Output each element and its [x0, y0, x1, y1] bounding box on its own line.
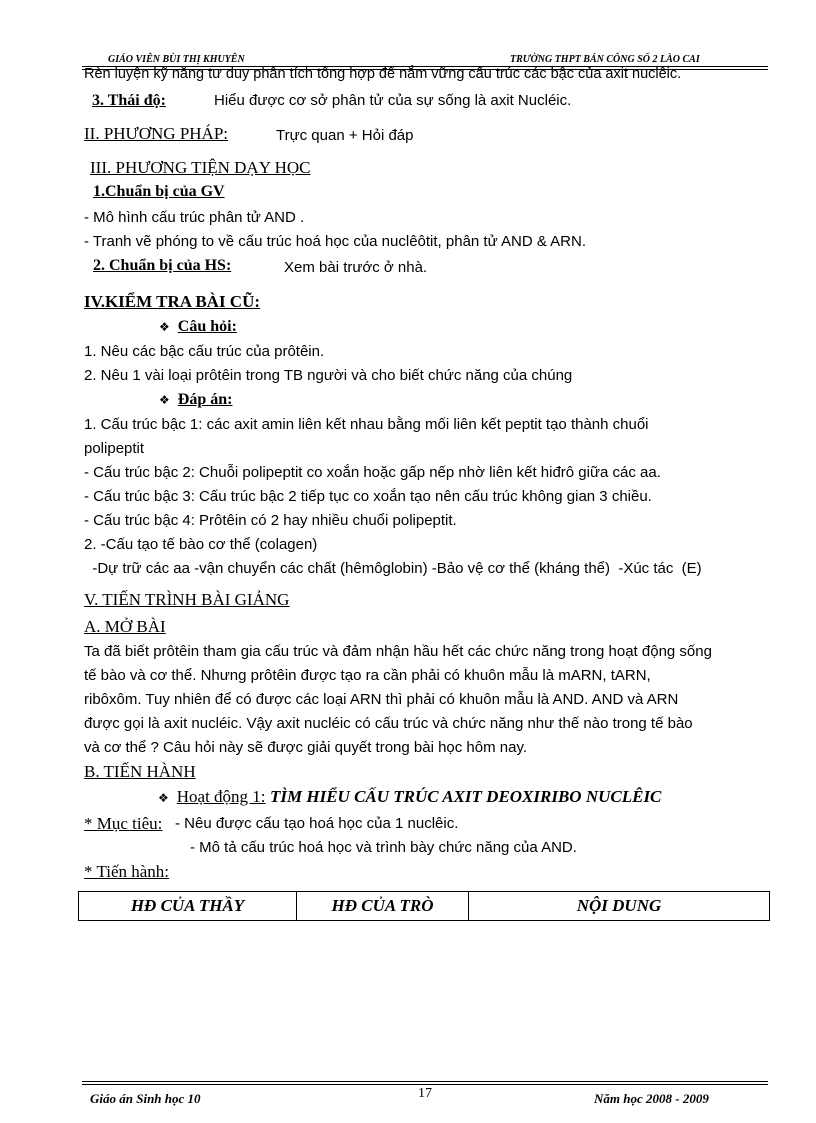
questions-label: Câu hỏi:	[177, 318, 237, 335]
footer-year: Năm học 2008 - 2009	[594, 1091, 709, 1106]
activity-label: Hoạt động 1:	[176, 787, 266, 806]
intro-line: Rèn luyện kỹ năng tư duy phân tích tổng hợp để nắm vững cấu trúc các bậc của axit nuclêic.	[84, 66, 682, 82]
gv-label: 1.Chuẩn bị của GV	[93, 183, 225, 200]
opening-line: ribôxôm. Tuy nhiên để có được các loại ARN thì phải có khuôn mẫu là AND. AND và ARN	[84, 691, 679, 708]
activity-table	[78, 891, 770, 921]
header-teacher: GIÁO VIÊN BÙI THỊ KHUYÊN	[108, 54, 245, 65]
section3-title: III. PHƯƠNG TIỆN DẠY HỌC	[90, 158, 311, 177]
activity-heading	[158, 787, 661, 807]
answer-line: 1. Cấu trúc bậc 1: các axit amin liên kết nhau bằng mối liên kết peptit tạo thành chuổi	[84, 416, 649, 433]
gv-item: - Tranh vẽ phóng to về cấu trúc hoá học của nuclêôtit, phân tử AND & ARN.	[84, 233, 586, 250]
col-content: NỘI DUNG	[469, 892, 770, 921]
col-teacher: HĐ CỦA THẦY	[79, 892, 297, 921]
opening-label: A. MỞ BÀI	[84, 617, 166, 636]
header-school: TRƯỜNG THPT BÁN CÔNG SỐ 2 LÀO CAI	[510, 54, 700, 65]
method-text: Trực quan + Hỏi đáp	[276, 127, 414, 144]
gv-item: - Mô hình cấu trúc phân tử AND .	[84, 209, 305, 226]
goal-item: - Nêu được cấu tạo hoá học của 1 nuclêic.	[175, 815, 459, 832]
hs-label: 2. Chuẩn bị của HS:	[93, 257, 232, 274]
table-header-row	[79, 892, 770, 921]
attitude-label: 3. Thái độ:	[92, 92, 166, 109]
footer-title: Giáo án Sinh học 10	[90, 1091, 201, 1106]
diamond-bullet-icon: ❖	[158, 791, 169, 805]
page-number: 17	[418, 1086, 432, 1101]
opening-line: tế bào và cơ thể. Nhưng prôtêin được tạo ra cần phải có khuôn mẫu là mARN, tARN,	[84, 667, 651, 684]
answer-line: polipeptit	[84, 440, 145, 457]
diamond-bullet-icon: ❖	[159, 320, 170, 334]
section5-title: V. TIẾN TRÌNH BÀI GIẢNG	[84, 590, 290, 609]
answer-line: -Dự trữ các aa -vận chuyển các chất (hêmôglobin) -Bảo vệ cơ thể (kháng thể) -Xúc tác (E)	[84, 560, 702, 577]
answers-heading	[159, 391, 232, 409]
goal-item: - Mô tả cấu trúc hoá học và trình bày chức năng của AND.	[190, 839, 577, 856]
col-student: HĐ CỦA TRÒ	[297, 892, 469, 921]
attitude-row	[92, 92, 166, 110]
procedure-label: * Tiến hành:	[84, 862, 170, 881]
answer-line: - Cấu trúc bậc 3: Cấu trúc bậc 2 tiếp tục co xoắn tạo nên cấu trúc không gian 3 chiều.	[84, 488, 652, 505]
opening-line: Ta đã biết prôtêin tham gia cấu trúc và đảm nhận hầu hết các chức năng trong hoạt động sống	[84, 643, 712, 660]
procedure-title: B. TIẾN HÀNH	[84, 762, 196, 781]
question-item: 2. Nêu 1 vài loại prôtêin trong TB người và cho biết chức năng của chúng	[84, 367, 573, 384]
diamond-bullet-icon: ❖	[159, 393, 170, 407]
answer-line: 2. -Cấu tạo tế bào cơ thể (colagen)	[84, 536, 318, 553]
hs-text: Xem bài trước ở nhà.	[284, 259, 428, 276]
method-title: II. PHƯƠNG PHÁP:	[84, 124, 229, 143]
footer-rule	[82, 1081, 768, 1082]
opening-line: và cơ thể ? Câu hỏi này sẽ được giải quyết trong bài học hôm nay.	[84, 739, 528, 756]
attitude-text: Hiểu được cơ sở phân tử của sự sống là axit Nucléic.	[214, 92, 572, 109]
question-item: 1. Nêu các bậc cấu trúc của prôtêin.	[84, 343, 325, 360]
opening-line: được gọi là axit nucléic. Vậy axit nucléic có cấu trúc và chức năng như thế nào trong tế bào	[84, 715, 693, 732]
section4-title: IV.KIỂM TRA BÀI CŨ:	[84, 292, 261, 311]
activity-title: TÌM HIỂU CẤU TRÚC AXIT DEOXIRIBO NUCLÊIC	[270, 787, 662, 806]
footer-rule-2	[82, 1084, 768, 1085]
answer-line: - Cấu trúc bậc 2: Chuỗi polipeptit co xoắn hoặc gấp nếp nhờ liên kết hiđrô giữa các aa.	[84, 464, 661, 481]
answers-label: Đáp án:	[177, 391, 233, 408]
answer-line: - Cấu trúc bậc 4: Prôtêin có 2 hay nhiều chuổi polipeptit.	[84, 512, 457, 529]
questions-heading	[159, 318, 237, 336]
goal-label: * Mục tiêu:	[84, 814, 163, 833]
